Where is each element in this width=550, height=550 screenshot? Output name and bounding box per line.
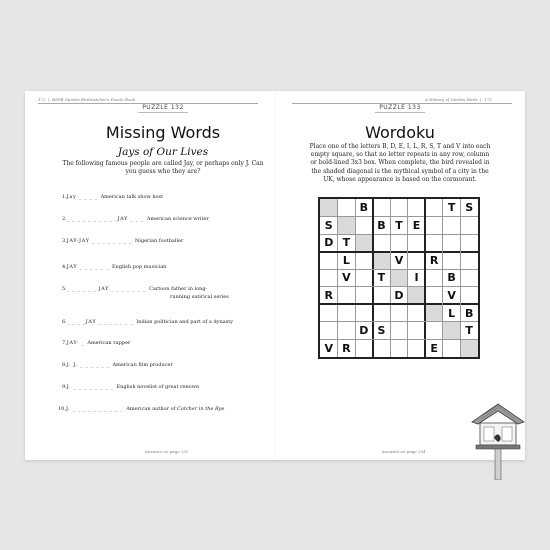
box-divider-vertical (424, 199, 426, 357)
right-running-head: A History of Garden Birds (425, 97, 478, 102)
clue-item (62, 263, 292, 271)
grid-cell: T (465, 324, 473, 338)
clue-description: American rapper (87, 340, 131, 346)
grid-cell (460, 287, 478, 305)
grid-line-vertical (390, 199, 391, 357)
grid-cell (408, 287, 426, 305)
grid-line-horizontal (320, 339, 478, 340)
clue-number: 5. (62, 286, 67, 292)
left-page-header: 172 | RSPB Garden Birdwatcher's Puzzle Book (38, 97, 136, 102)
grid-cell (408, 199, 426, 217)
grid-cell (425, 199, 443, 217)
clue-pattern: _ _ _ _ _ _ _ _ _ _JAY _ _ _ (66, 216, 144, 222)
clue-number: 4. (62, 264, 67, 270)
grid-cell: B (464, 306, 474, 320)
clue-number: 6. (62, 319, 67, 325)
clue-description: American film producer (112, 362, 173, 368)
clue-number: 3. (62, 238, 67, 244)
grid-cell (460, 339, 478, 357)
grid-cell (390, 304, 408, 322)
grid-line-vertical (442, 199, 443, 357)
grid-line-horizontal (320, 286, 478, 287)
grid-cell (320, 322, 338, 340)
grid-cell (320, 269, 338, 287)
grid-cell (355, 269, 373, 287)
grid-cell (408, 304, 426, 322)
right-page-header: A History of Garden Birds | 173 (425, 97, 492, 102)
box-divider-vertical (372, 199, 374, 357)
grid-cell: T (395, 218, 403, 232)
left-page-number: 172 (38, 97, 46, 102)
grid-line-vertical (337, 199, 338, 357)
grid-cell (373, 234, 391, 252)
clue-number: 8. (62, 362, 67, 368)
grid-cell (443, 322, 461, 340)
box-divider-horizontal (320, 251, 478, 253)
clue-description: Nigerian footballer (134, 238, 184, 244)
grid-line-vertical (460, 199, 461, 357)
clue-description: American author of Catcher in the Rye (126, 406, 225, 412)
grid-cell (355, 287, 373, 305)
grid-cell: E (430, 341, 438, 355)
clue-description: English novelist of great renown (116, 384, 200, 390)
grid-cell (460, 217, 478, 235)
right-page-footer: Answers on page 254 (382, 449, 426, 454)
clue-description: English pop musician (112, 264, 167, 270)
grid-cell (408, 322, 426, 340)
grid-cell: R (324, 289, 334, 303)
grid-cell (338, 322, 356, 340)
clue-item (62, 339, 292, 347)
grid-cell (425, 322, 443, 340)
right-puzzle-label: PUZZLE 133 (379, 104, 421, 111)
grid-cell (443, 339, 461, 357)
right-page-title: Wordoku (365, 123, 435, 142)
grid-cell: D (394, 289, 404, 303)
grid-cell (320, 304, 338, 322)
grid-cell (355, 304, 373, 322)
grid-cell: T (377, 271, 386, 285)
left-puzzle-label: PUZZLE 132 (142, 104, 184, 111)
left-puzzle-rule (138, 112, 188, 113)
clue-number: 2. (62, 216, 67, 222)
clue-item (62, 193, 292, 201)
left-page-subtitle: Jays of Our Lives (117, 146, 209, 158)
clue-description: Indian politician and part of a dynasty (136, 319, 234, 325)
grid-cell (355, 234, 373, 252)
clue-pattern: _ _ _ _JAY _ _ _ _ _ _ _ (66, 319, 134, 325)
grid-cell: B (377, 218, 386, 232)
grid-cell (425, 269, 443, 287)
clue-item (62, 361, 292, 369)
grid-cell (338, 287, 356, 305)
grid-line-vertical (407, 199, 408, 357)
box-divider-horizontal (320, 303, 478, 305)
grid-cell (425, 304, 443, 322)
grid-cell (390, 322, 408, 340)
grid-cell (373, 287, 391, 305)
grid-cell: L (448, 306, 456, 320)
clue-description: American talk show host (100, 194, 164, 200)
grid-cell: T (447, 201, 456, 215)
grid-cell (338, 199, 356, 217)
grid-cell: L (342, 253, 350, 267)
bird-feeder-illustration (468, 400, 528, 480)
grid-cell (460, 269, 478, 287)
grid-cell (408, 339, 426, 357)
clue-number: 10. (58, 406, 66, 412)
grid-cell (373, 252, 391, 270)
grid-line-horizontal (320, 321, 478, 322)
grid-cell: S (377, 324, 386, 338)
left-page-title: Missing Words (105, 123, 221, 142)
clue-number: 1. (62, 194, 67, 200)
grid-cell (408, 252, 426, 270)
grid-line-horizontal (320, 216, 478, 217)
grid-cell (373, 199, 391, 217)
grid-cell (425, 217, 443, 235)
clue-pattern: J. _ _ _ _ _ _ _ _ _ _ (65, 406, 124, 412)
grid-cell: V (342, 271, 351, 285)
clue-pattern: JAY- _ (66, 340, 85, 346)
grid-cell (443, 217, 461, 235)
grid-cell (355, 217, 373, 235)
right-page-intro: Place one of the letters B, D, E, I, L, R, S, T and V into each empty square, so that no letter repeats in any row, column or bold-lined 3x3 box. When complete, the bird revealed in the shaded diagonal is the mythical symbol of a city in the UK, whose appearance is based on the cormorant. (309, 143, 491, 183)
clue-pattern: JAY-JAY _ _ _ _ _ _ _ _ (66, 238, 132, 244)
grid-cell: S (324, 218, 333, 232)
right-puzzle-rule (375, 112, 425, 113)
clue-item (58, 405, 288, 413)
clue-number: 7. (62, 340, 67, 346)
grid-cell (443, 234, 461, 252)
grid-cell (355, 252, 373, 270)
clue-item (62, 383, 292, 391)
grid-cell: B (359, 201, 369, 215)
grid-cell: D (359, 324, 369, 338)
grid-cell (320, 252, 338, 270)
clue-item (62, 285, 292, 301)
grid-cell (425, 287, 443, 305)
grid-cell (390, 269, 408, 287)
grid-cell: T (342, 236, 351, 250)
clue-item (62, 237, 292, 245)
grid-cell (338, 217, 356, 235)
grid-cell (373, 339, 391, 357)
grid-cell (390, 234, 408, 252)
clue-pattern: J. J. _ _ _ _ _ _ (66, 362, 110, 368)
grid-cell: S (465, 201, 474, 215)
grid-cell: R (429, 253, 439, 267)
clue-item (62, 215, 292, 223)
grid-cell (390, 339, 408, 357)
left-page-intro: The following famous people are called Jay, or perhaps only J. Can you guess who they are? (62, 160, 264, 176)
grid-cell: V (394, 253, 404, 267)
grid-cell (390, 199, 408, 217)
clue-description: Cartoon father in long- running satirical series (149, 286, 229, 300)
clue-item (62, 318, 292, 326)
grid-cell (320, 199, 338, 217)
grid-cell (460, 234, 478, 252)
grid-cell (443, 252, 461, 270)
grid-cell: V (324, 341, 334, 355)
clue-pattern: J. _ _ _ _ _ _ _ _ (66, 384, 114, 390)
clue-pattern: _ _ _ _ _ _ JAY _ _ _ _ _ _ _ (66, 286, 147, 292)
clue-pattern: JAY _ _ _ _ _ _ (66, 264, 110, 270)
right-page-number: 173 (484, 97, 492, 102)
grid-cell (460, 252, 478, 270)
grid-cell: V (447, 289, 456, 303)
clue-pattern: Jay _ _ _ _ (66, 194, 98, 200)
wordoku-grid (318, 197, 480, 359)
grid-line-horizontal (320, 269, 478, 270)
grid-cell (355, 339, 373, 357)
grid-cell (408, 234, 426, 252)
grid-line-vertical (355, 199, 356, 357)
clue-number: 9. (62, 384, 67, 390)
grid-cell (425, 234, 443, 252)
grid-line-horizontal (320, 234, 478, 235)
grid-cell (373, 304, 391, 322)
grid-cell: D (324, 236, 334, 250)
grid-cell: B (447, 271, 456, 285)
grid-cell: I (414, 271, 419, 285)
grid-cell: E (412, 218, 421, 232)
left-page-footer: Answers on page 252 (145, 449, 189, 454)
grid-cell: R (342, 341, 351, 355)
grid-cell (338, 304, 356, 322)
clue-description: American science writer (146, 216, 209, 222)
left-running-head: RSPB Garden Birdwatcher's Puzzle Book (52, 97, 136, 102)
